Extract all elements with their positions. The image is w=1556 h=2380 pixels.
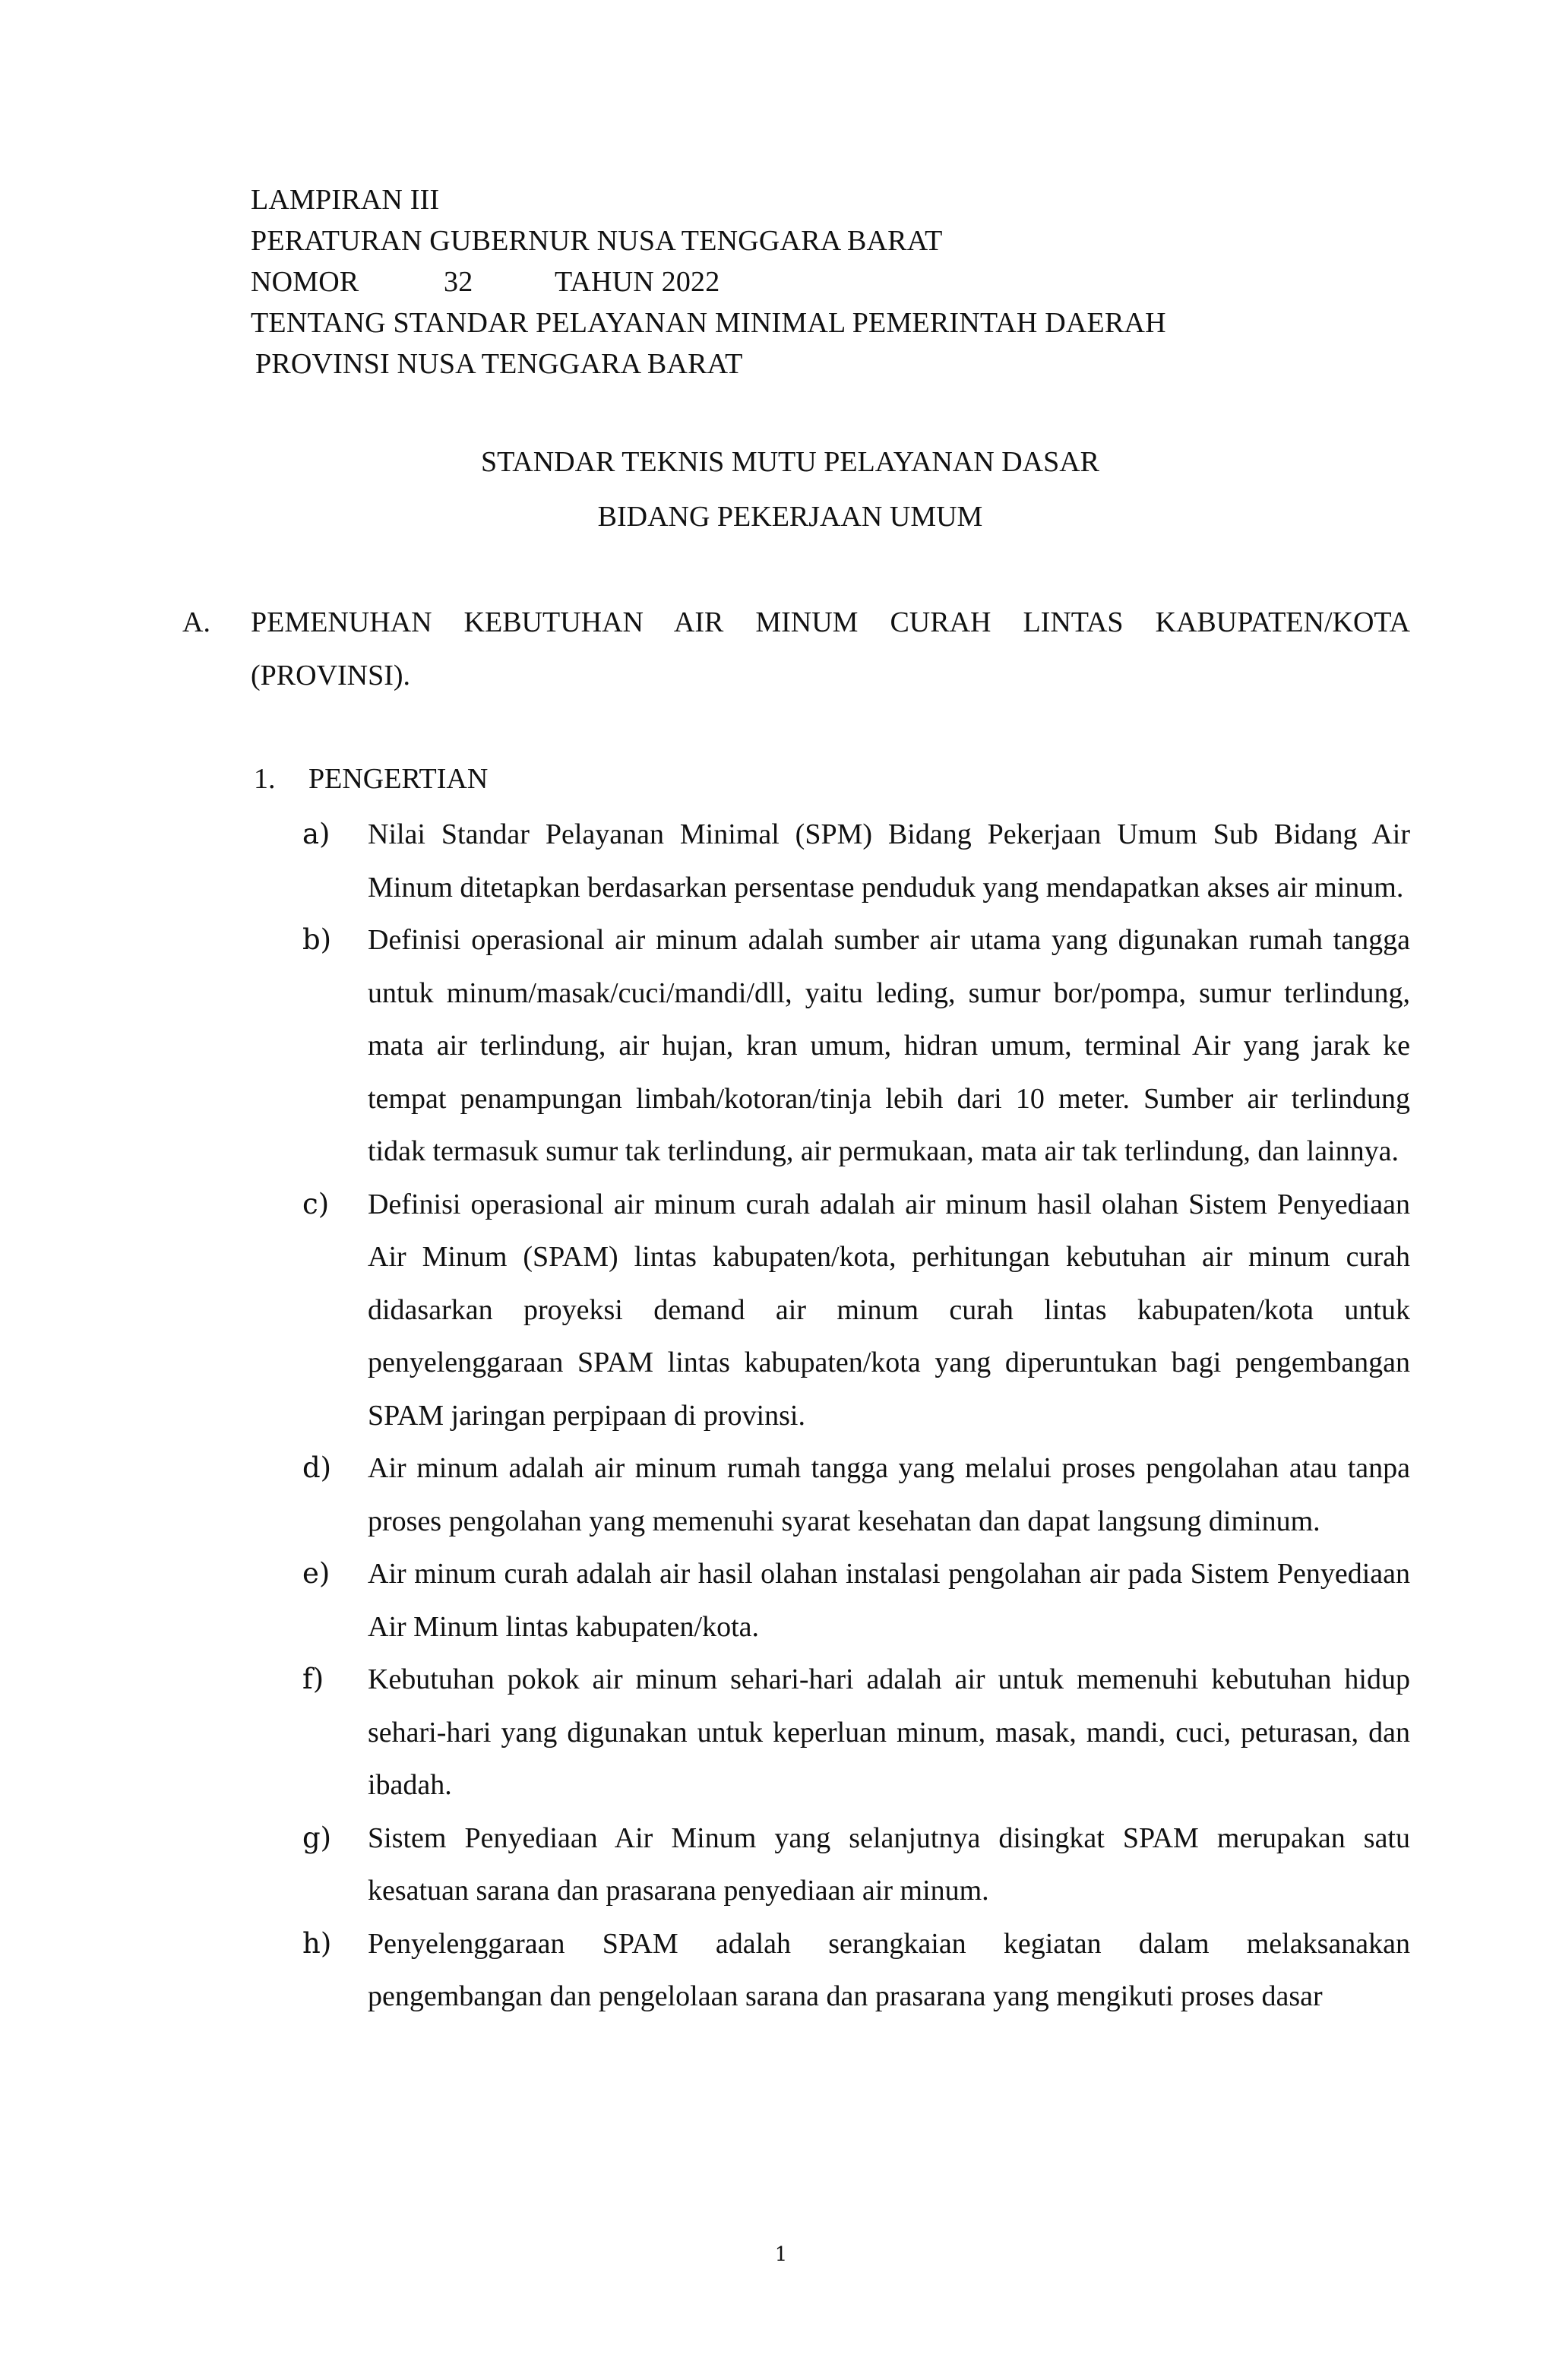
- title-line-1: STANDAR TEKNIS MUTU PELAYANAN DASAR: [480, 446, 1100, 478]
- page-number: 1: [774, 2243, 788, 2266]
- section-a-heading: [182, 596, 1410, 702]
- list-item: [302, 1812, 1410, 1918]
- peraturan-title: PERATURAN GUBERNUR NUSA TENGGARA BARAT: [251, 225, 943, 257]
- document-title: [0, 435, 1556, 544]
- item-label: b): [302, 923, 332, 956]
- item-text: Air minum adalah air minum rumah tangga yang melalui proses pengolahan atau tanpa proses pengolahan yang memenuhi syarat kesehatan dan dapat langsung diminum.: [368, 1452, 1410, 1537]
- tentang-word: DAERAH: [1045, 307, 1166, 339]
- subsection-title: PENGERTIAN: [308, 763, 489, 795]
- list-item: [302, 914, 1410, 1179]
- nomor-label: NOMOR: [251, 266, 359, 298]
- list-item: [302, 809, 1410, 914]
- item-text: Kebutuhan pokok air minum sehari-hari adalah air untuk memenuhi kebutuhan hidup sehari-hari yang digunakan untuk keperluan minum, masak, mandi, cuci, peturasan, dan ibadah.: [368, 1663, 1410, 1801]
- tentang-word: STANDAR: [393, 307, 529, 339]
- item-text: Sistem Penyediaan Air Minum yang selanjutnya disingkat SPAM merupakan satu kesatuan sarana dan prasarana penyediaan air minum.: [368, 1821, 1410, 1907]
- tentang-word: TENTANG: [251, 307, 386, 339]
- list-item: [302, 1654, 1410, 1812]
- tentang-word: PEMERINTAH: [852, 307, 1038, 339]
- item-label: a): [302, 818, 330, 850]
- item-label: g): [302, 1821, 332, 1854]
- subsection-number: 1.: [254, 763, 276, 795]
- list-item: [302, 1179, 1410, 1443]
- attachment-header: [251, 179, 1410, 385]
- subsection-heading: [254, 752, 488, 805]
- item-label: h): [302, 1926, 332, 1960]
- section-heading-line-1: PEMENUHAN KEBUTUHAN AIR MINUM CURAH LINTAS KABUPATEN/KOTA: [251, 606, 1410, 638]
- list-item: [302, 1442, 1410, 1548]
- nomor-value: 32: [444, 266, 473, 298]
- nomor-row: [251, 261, 1410, 302]
- tentang-line-2: PROVINSI NUSA TENGGARA BARAT: [255, 348, 743, 380]
- tentang-word: PELAYANAN: [536, 307, 708, 339]
- item-text: Penyelenggaraan SPAM adalah serangkaian kegiatan dalam melaksanakan pengembangan dan pengelolaan sarana dan prasarana yang mengikuti proses dasar: [368, 1927, 1410, 2012]
- tentang-word: MINIMAL: [715, 307, 845, 339]
- section-marker: A.: [182, 606, 210, 638]
- item-text: Nilai Standar Pelayanan Minimal (SPM) Bidang Pekerjaan Umum Sub Bidang Air Minum ditetapkan berdasarkan persentase penduduk yang mendapatkan akses air minum.: [368, 818, 1410, 904]
- list-item: [302, 1918, 1410, 2024]
- definition-list: [302, 809, 1410, 2024]
- list-item: [302, 1548, 1410, 1654]
- item-label: d): [302, 1451, 332, 1484]
- tentang-row: [251, 302, 1410, 343]
- item-label: f): [302, 1663, 324, 1695]
- section-heading-line-2: (PROVINSI).: [251, 660, 411, 692]
- item-label: e): [302, 1557, 330, 1590]
- lampiran-label: LAMPIRAN III: [251, 184, 440, 216]
- item-text: Definisi operasional air minum adalah sumber air utama yang digunakan rumah tangga untuk minum/masak/cuci/mandi/dll, yaitu leding, sumur bor/pompa, sumur terlindung, mata air terlindung, air hujan, kran umum, hidran umum, terminal Air yang jarak ke tempat penampungan limbah/kotoran/tinja lebih dari 10 meter. Sumber air terlindung tidak termasuk sumur tak terlindung, air permukaan, mata air tak terlindung, dan lainnya.: [368, 924, 1410, 1167]
- item-text: Definisi operasional air minum curah adalah air minum hasil olahan Sistem Penyediaan Air Minum (SPAM) lintas kabupaten/kota, perhitungan kebutuhan air minum curah didasarkan proyeksi demand air minum curah lintas kabupaten/kota untuk penyelenggaraan SPAM lintas kabupaten/kota yang diperuntukan bagi pengembangan SPAM jaringan perpipaan di provinsi.: [368, 1188, 1410, 1432]
- tahun-label: TAHUN 2022: [555, 266, 720, 298]
- title-line-2: BIDANG PEKERJAAN UMUM: [597, 501, 983, 533]
- item-label: c): [302, 1187, 330, 1220]
- item-text: Air minum curah adalah air hasil olahan instalasi pengolahan air pada Sistem Penyediaan Air Minum lintas kabupaten/kota.: [368, 1558, 1410, 1643]
